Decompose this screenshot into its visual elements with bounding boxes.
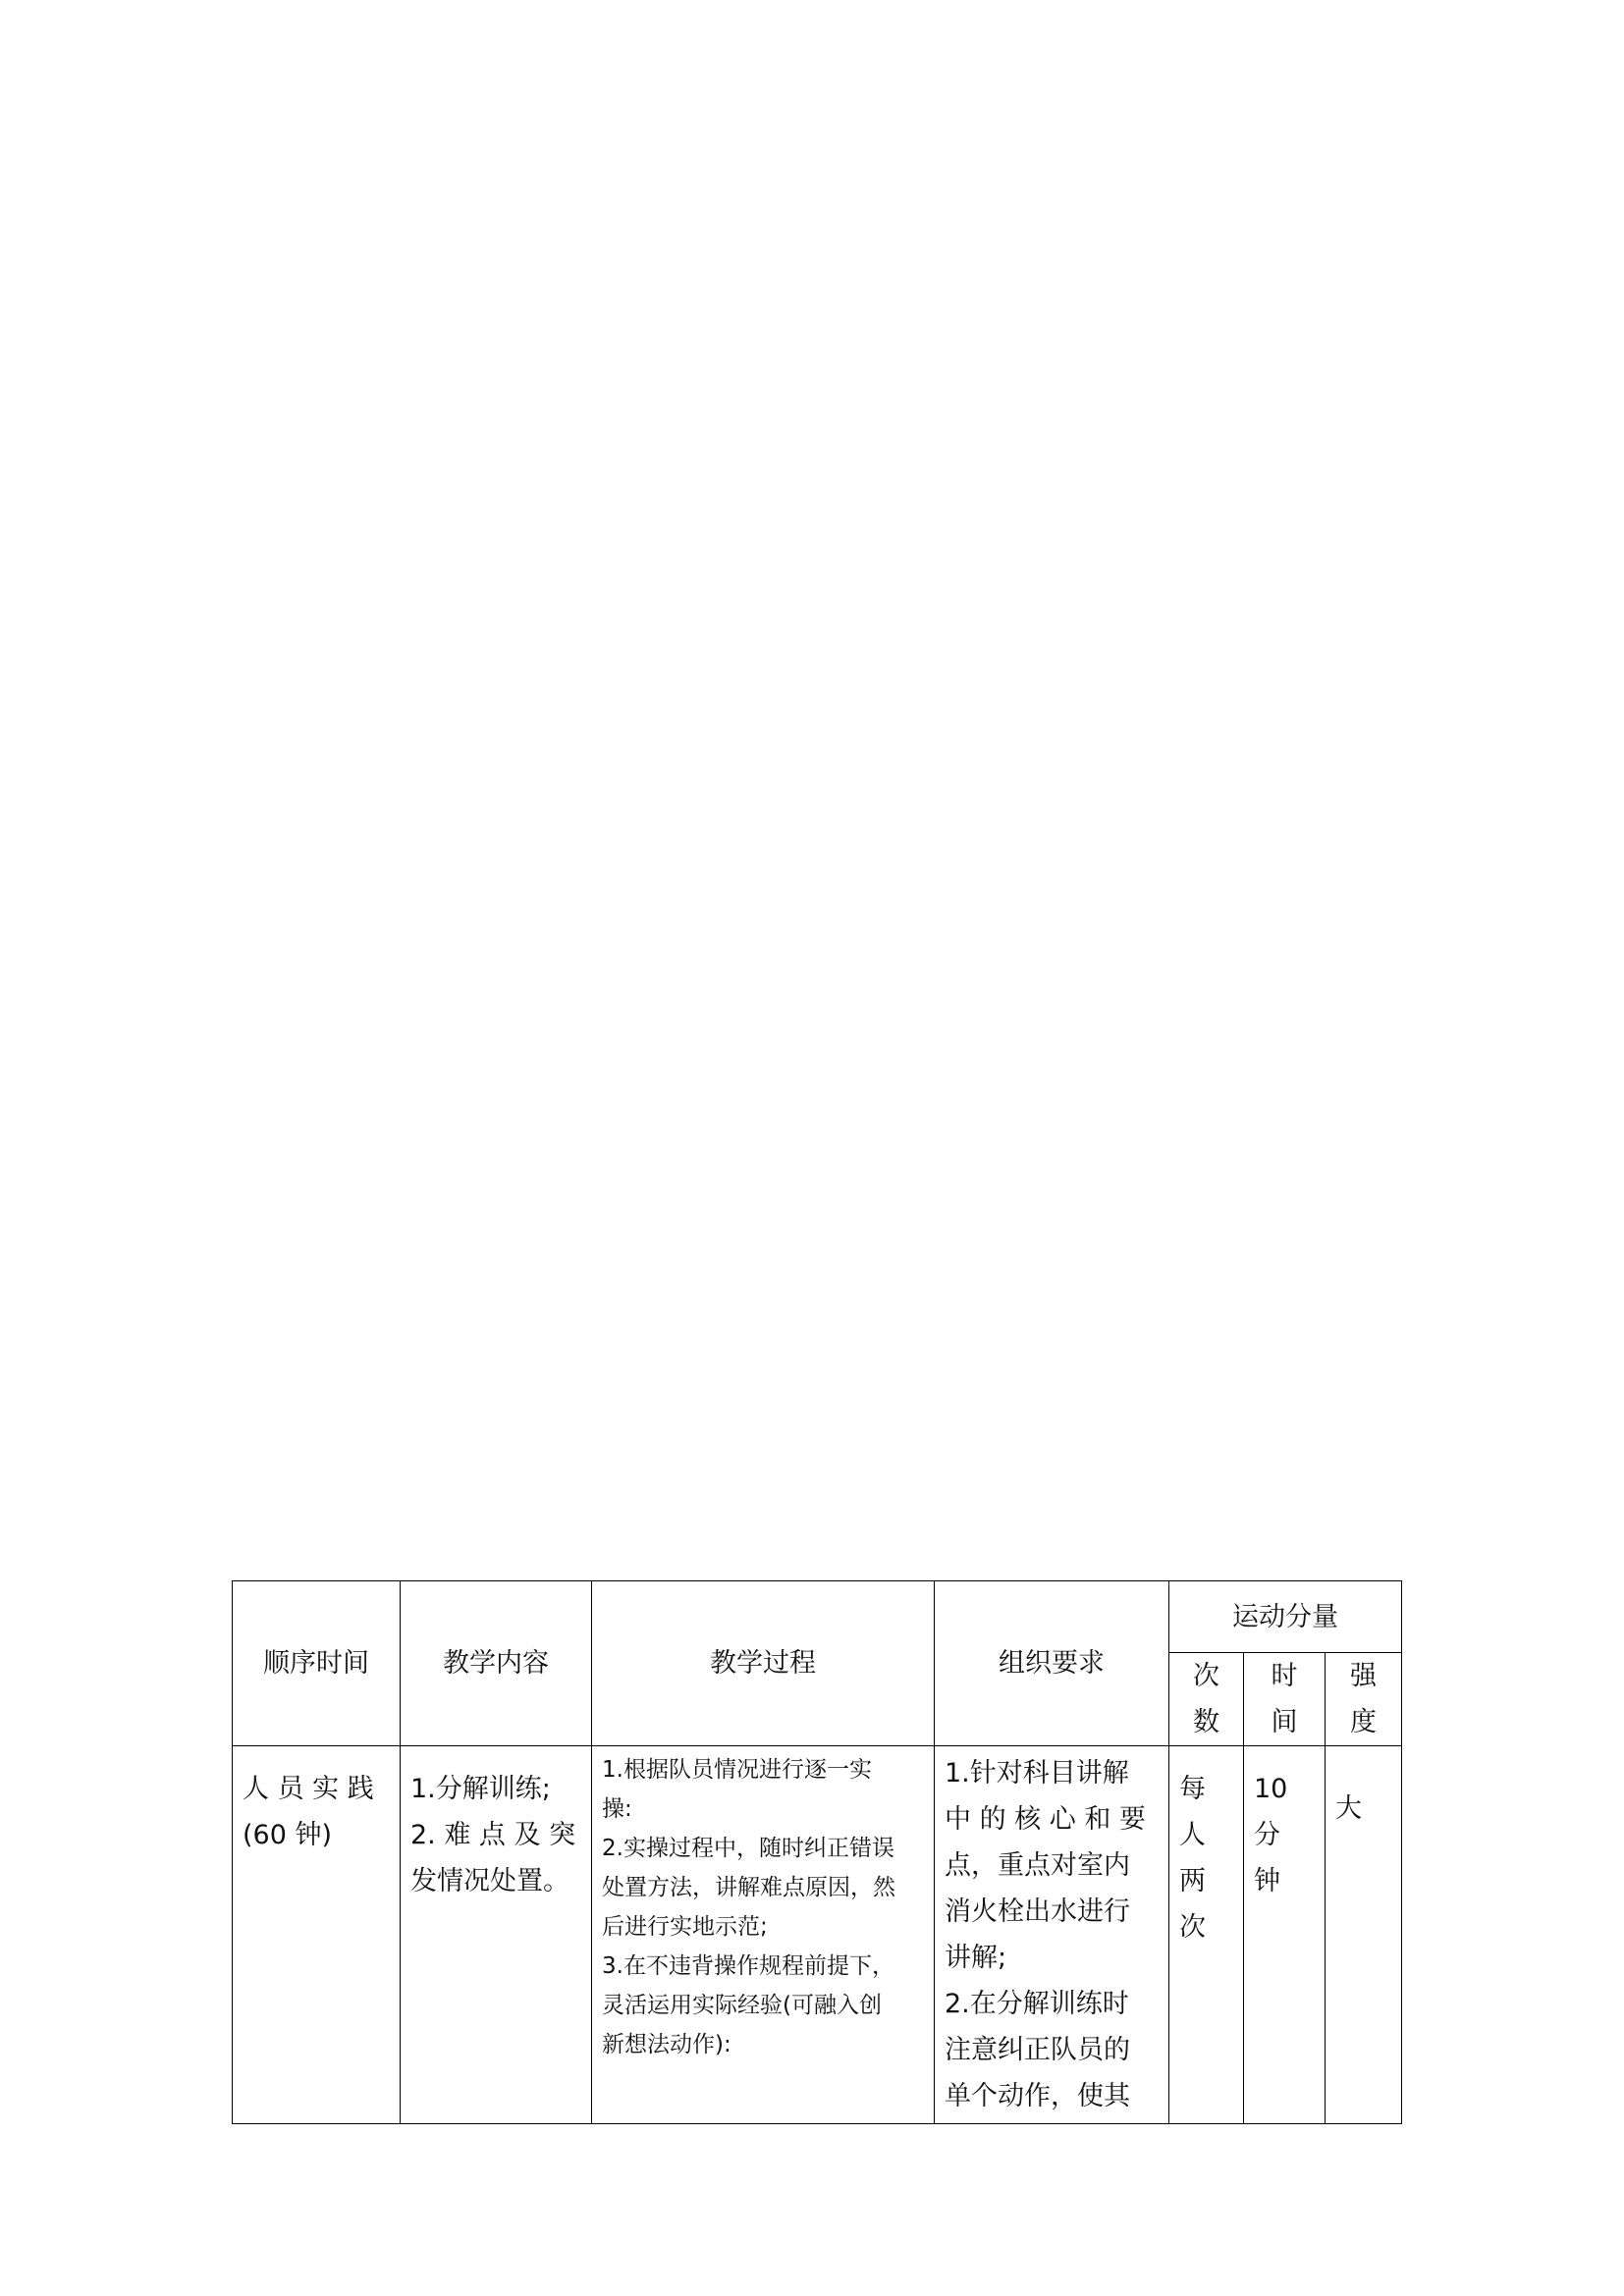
header-content: 教学内容 [401, 1581, 592, 1746]
header-time: 时 间 [1271, 1661, 1298, 1737]
cell-time: 10 分 钟 [1254, 1774, 1288, 1896]
header-count: 次 数 [1193, 1661, 1219, 1737]
training-table [232, 1580, 1402, 2124]
cell-requirements: 1.针对科目讲解 中 的 核 心 和 要 点，重点对室内 消火栓出水进行 讲解; 2.在分解训练时 注意纠正队员的 单个动作，使其 [945, 1758, 1146, 2111]
cell-count: 每 人 两 次 [1179, 1774, 1206, 1943]
header-load: 运动分量 [1169, 1581, 1402, 1653]
cell-order-time: 人 员 实 践 (60 钟) [243, 1774, 374, 1850]
header-requirements: 组织要求 [935, 1581, 1169, 1746]
cell-process: 1.根据队员情况进行逐一实 操: 2.实操过程中，随时纠正错误 处置方法，讲解难点原因，然 后进行实地示范; 3.在不违背操作规程前提下， 灵活运用实际经验(可融入创 新想法动作): [602, 1757, 895, 2057]
header-order-time: 顺序时间 [233, 1581, 401, 1746]
cell-intensity: 大 [1335, 1793, 1362, 1824]
header-process: 教学过程 [592, 1581, 935, 1746]
header-intensity: 强 度 [1350, 1661, 1377, 1737]
cell-content: 1.分解训练; 2. 难 点 及 突 发情况处置。 [410, 1774, 576, 1896]
